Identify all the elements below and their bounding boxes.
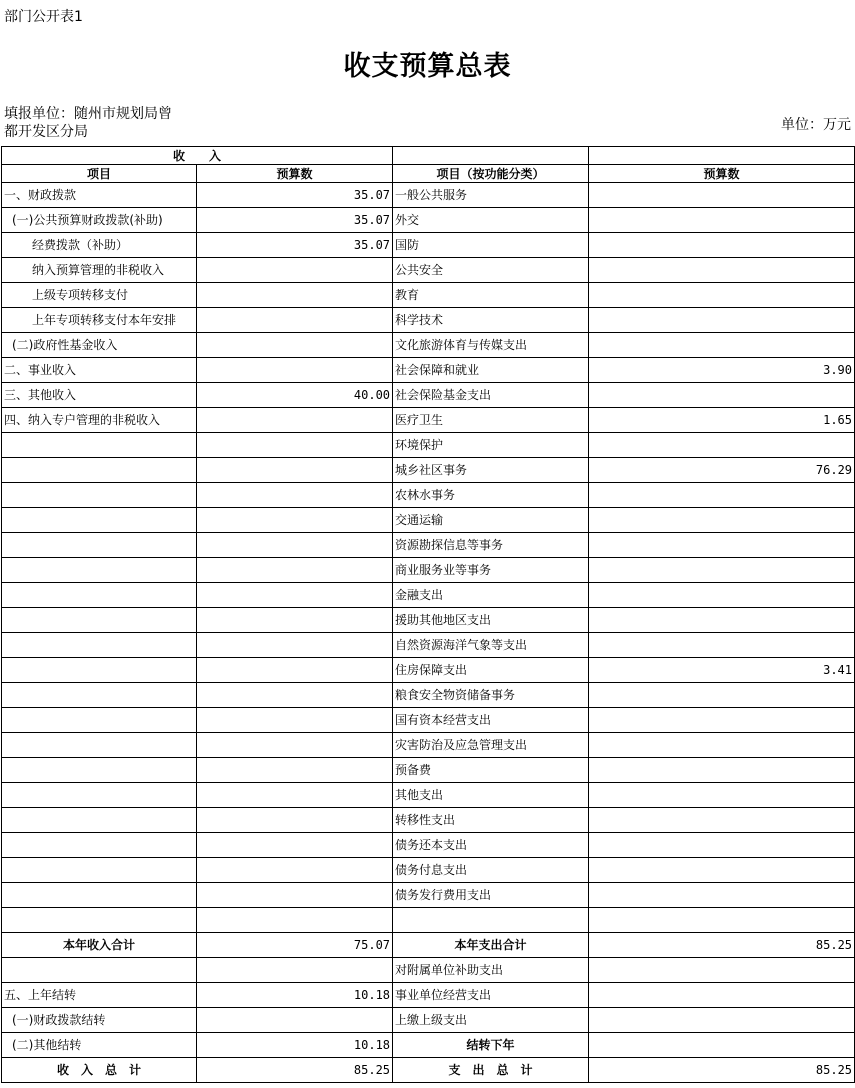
expense-value-cell — [589, 508, 855, 533]
expense-value-cell — [589, 333, 855, 358]
income-value-cell: 35.07 — [197, 208, 393, 233]
income-item-cell — [2, 683, 197, 708]
reporting-unit-line1: 填报单位：随州市规划局曾 — [4, 106, 172, 122]
expense-item-cell: 金融支出 — [393, 583, 589, 608]
income-item-cell: 二、事业收入 — [2, 358, 197, 383]
money-unit: 单位：万元 — [781, 117, 851, 133]
blank-cell — [589, 908, 855, 933]
expense-value-cell — [589, 483, 855, 508]
income-item-cell — [2, 708, 197, 733]
expense-value-cell: 76.29 — [589, 458, 855, 483]
other-carryover-value: 10.18 — [197, 1033, 393, 1058]
table-row — [2, 408, 855, 433]
income-item-cell: 三、其他收入 — [2, 383, 197, 408]
business-expense: 事业单位经营支出 — [393, 983, 589, 1008]
expense-item-cell: 社会保险基金支出 — [393, 383, 589, 408]
carryover-label: 五、上年结转 — [2, 983, 197, 1008]
expense-item-cell: 资源勘探信息等事务 — [393, 533, 589, 558]
summary-row — [2, 1008, 855, 1033]
expense-item-cell: 环境保护 — [393, 433, 589, 458]
income-item-cell: (二)政府性基金收入 — [2, 333, 197, 358]
income-value-cell — [197, 883, 393, 908]
expense-item-cell: 转移性支出 — [393, 808, 589, 833]
table-row — [2, 458, 855, 483]
table-row — [2, 533, 855, 558]
budget-table — [1, 146, 855, 1083]
income-item-cell — [2, 483, 197, 508]
expense-item-cell: 援助其他地区支出 — [393, 608, 589, 633]
income-value-cell: 40.00 — [197, 383, 393, 408]
expense-item-cell: 科学技术 — [393, 308, 589, 333]
income-item-cell: 上年专项转移支付本年安排 — [2, 308, 197, 333]
income-value-cell — [197, 333, 393, 358]
income-value-cell — [197, 458, 393, 483]
expense-item-cell: 灾害防治及应急管理支出 — [393, 733, 589, 758]
expense-value-cell — [589, 233, 855, 258]
income-value-cell — [197, 533, 393, 558]
expense-item-cell: 医疗卫生 — [393, 408, 589, 433]
remit-superior: 上缴上级支出 — [393, 1008, 589, 1033]
expense-item-cell: 公共安全 — [393, 258, 589, 283]
expense-grand-total-value: 85.25 — [589, 1058, 855, 1083]
table-row — [2, 583, 855, 608]
blank-cell — [197, 908, 393, 933]
other-carryover-label: (二)其他结转 — [2, 1033, 197, 1058]
table-row — [2, 233, 855, 258]
income-value-cell — [197, 558, 393, 583]
expense-value-cell — [589, 608, 855, 633]
income-value-cell: 35.07 — [197, 233, 393, 258]
income-item-cell — [2, 533, 197, 558]
income-item-cell: (一)公共预算财政拨款(补助) — [2, 208, 197, 233]
table-row — [2, 483, 855, 508]
expense-value-cell — [589, 308, 855, 333]
table-row — [2, 883, 855, 908]
expense-value-cell — [589, 733, 855, 758]
income-item-cell — [2, 758, 197, 783]
expense-item-cell: 教育 — [393, 283, 589, 308]
expense-value-cell — [589, 558, 855, 583]
income-item-cell — [2, 808, 197, 833]
table-row — [2, 358, 855, 383]
table-row — [2, 183, 855, 208]
table-header-top — [2, 147, 855, 165]
table-row — [2, 208, 855, 233]
blank-cell — [197, 958, 393, 983]
table-row — [2, 383, 855, 408]
form-code: 部门公开表1 — [4, 9, 83, 25]
blank-cell — [589, 958, 855, 983]
blank-cell — [197, 1008, 393, 1033]
income-grand-total-value: 85.25 — [197, 1058, 393, 1083]
expense-item-cell: 一般公共服务 — [393, 183, 589, 208]
year-expense-total-label: 本年支出合计 — [393, 933, 589, 958]
income-value-cell — [197, 833, 393, 858]
income-value-cell — [197, 608, 393, 633]
income-item-cell: 四、纳入专户管理的非税收入 — [2, 408, 197, 433]
income-value-cell — [197, 758, 393, 783]
expense-item-cell: 国有资本经营支出 — [393, 708, 589, 733]
table-row — [2, 833, 855, 858]
expense-item-cell: 债务付息支出 — [393, 858, 589, 883]
blank-cell — [589, 983, 855, 1008]
summary-row — [2, 1033, 855, 1058]
income-item-cell: 一、财政拨款 — [2, 183, 197, 208]
expense-value-cell: 1.65 — [589, 408, 855, 433]
reporting-unit-line2: 都开发区分局 — [4, 124, 88, 140]
income-item-cell — [2, 783, 197, 808]
income-item-cell — [2, 658, 197, 683]
expense-header-blank — [589, 147, 855, 165]
table-row — [2, 508, 855, 533]
page-title: 收支预算总表 — [343, 51, 512, 82]
table-row — [2, 558, 855, 583]
blank-cell — [589, 1033, 855, 1058]
summary-row — [2, 933, 855, 958]
column-header: 预算数 — [197, 165, 393, 183]
income-item-cell — [2, 558, 197, 583]
year-income-total-value: 75.07 — [197, 933, 393, 958]
year-income-total-label: 本年收入合计 — [2, 933, 197, 958]
income-item-cell — [2, 433, 197, 458]
subsidy-to-affiliates: 对附属单位补助支出 — [393, 958, 589, 983]
income-item-cell — [2, 883, 197, 908]
expense-item-cell: 债务还本支出 — [393, 833, 589, 858]
expense-value-cell — [589, 383, 855, 408]
expense-value-cell — [589, 183, 855, 208]
table-row — [2, 783, 855, 808]
table-row — [2, 708, 855, 733]
expense-header-blank — [393, 147, 589, 165]
summary-row — [2, 983, 855, 1008]
table-row-blank — [2, 908, 855, 933]
expense-value-cell — [589, 808, 855, 833]
expense-item-cell: 交通运输 — [393, 508, 589, 533]
expense-value-cell — [589, 258, 855, 283]
table-row — [2, 733, 855, 758]
table-row — [2, 683, 855, 708]
income-value-cell — [197, 858, 393, 883]
income-value-cell — [197, 483, 393, 508]
income-value-cell — [197, 283, 393, 308]
expense-item-cell: 预备费 — [393, 758, 589, 783]
table-row — [2, 608, 855, 633]
income-item-cell — [2, 858, 197, 883]
summary-row — [2, 958, 855, 983]
table-row — [2, 333, 855, 358]
income-item-cell: 经费拨款（补助） — [2, 233, 197, 258]
income-value-cell — [197, 658, 393, 683]
table-row — [2, 658, 855, 683]
expense-item-cell: 国防 — [393, 233, 589, 258]
carryover-value: 10.18 — [197, 983, 393, 1008]
next-year-carry: 结转下年 — [393, 1033, 589, 1058]
table-row — [2, 758, 855, 783]
expense-item-cell: 粮食安全物资储备事务 — [393, 683, 589, 708]
column-header: 预算数 — [589, 165, 855, 183]
income-value-cell — [197, 808, 393, 833]
expense-item-cell: 自然资源海洋气象等支出 — [393, 633, 589, 658]
expense-item-cell: 社会保障和就业 — [393, 358, 589, 383]
table-row — [2, 633, 855, 658]
income-value-cell — [197, 733, 393, 758]
blank-cell — [2, 908, 197, 933]
fiscal-carryover-label: (一)财政拨款结转 — [2, 1008, 197, 1033]
expense-item-cell: 农林水事务 — [393, 483, 589, 508]
expense-value-cell — [589, 283, 855, 308]
expense-value-cell — [589, 433, 855, 458]
income-value-cell — [197, 408, 393, 433]
income-value-cell — [197, 258, 393, 283]
table-row — [2, 808, 855, 833]
expense-value-cell — [589, 833, 855, 858]
year-expense-total-value: 85.25 — [589, 933, 855, 958]
expense-value-cell — [589, 533, 855, 558]
income-value-cell — [197, 508, 393, 533]
reporting-unit — [4, 105, 172, 141]
income-value-cell — [197, 783, 393, 808]
expense-item-cell: 其他支出 — [393, 783, 589, 808]
income-value-cell — [197, 433, 393, 458]
expense-value-cell — [589, 758, 855, 783]
expense-item-cell: 住房保障支出 — [393, 658, 589, 683]
expense-item-cell: 债务发行费用支出 — [393, 883, 589, 908]
income-value-cell — [197, 583, 393, 608]
expense-value-cell — [589, 583, 855, 608]
expense-value-cell — [589, 708, 855, 733]
expense-value-cell: 3.90 — [589, 358, 855, 383]
income-item-cell — [2, 583, 197, 608]
income-item-cell — [2, 733, 197, 758]
expense-value-cell — [589, 858, 855, 883]
income-item-cell — [2, 633, 197, 658]
income-grand-total-label: 收 入 总 计 — [2, 1058, 197, 1083]
expense-value-cell — [589, 883, 855, 908]
income-item-cell — [2, 508, 197, 533]
income-item-cell — [2, 458, 197, 483]
income-value-cell — [197, 708, 393, 733]
expense-item-cell: 商业服务业等事务 — [393, 558, 589, 583]
table-row — [2, 258, 855, 283]
table-row — [2, 433, 855, 458]
income-value-cell — [197, 683, 393, 708]
table-row — [2, 308, 855, 333]
blank-cell — [393, 908, 589, 933]
income-value-cell — [197, 358, 393, 383]
income-value-cell — [197, 633, 393, 658]
table-column-headers — [2, 165, 855, 183]
expense-item-cell: 文化旅游体育与传媒支出 — [393, 333, 589, 358]
table-row — [2, 283, 855, 308]
summary-row — [2, 1058, 855, 1083]
column-header: 项目 — [2, 165, 197, 183]
expense-value-cell — [589, 783, 855, 808]
income-item-cell: 上级专项转移支付 — [2, 283, 197, 308]
expense-value-cell — [589, 633, 855, 658]
income-value-cell — [197, 308, 393, 333]
expense-item-cell: 外交 — [393, 208, 589, 233]
income-item-cell — [2, 608, 197, 633]
income-header: 收 入 — [2, 147, 393, 165]
expense-value-cell — [589, 208, 855, 233]
income-value-cell: 35.07 — [197, 183, 393, 208]
expense-value-cell — [589, 683, 855, 708]
blank-cell — [589, 1008, 855, 1033]
expense-grand-total-label: 支 出 总 计 — [393, 1058, 589, 1083]
blank-cell — [2, 958, 197, 983]
expense-item-cell: 城乡社区事务 — [393, 458, 589, 483]
income-item-cell: 纳入预算管理的非税收入 — [2, 258, 197, 283]
column-header: 项目（按功能分类） — [393, 165, 589, 183]
table-row — [2, 858, 855, 883]
income-item-cell — [2, 833, 197, 858]
expense-value-cell: 3.41 — [589, 658, 855, 683]
